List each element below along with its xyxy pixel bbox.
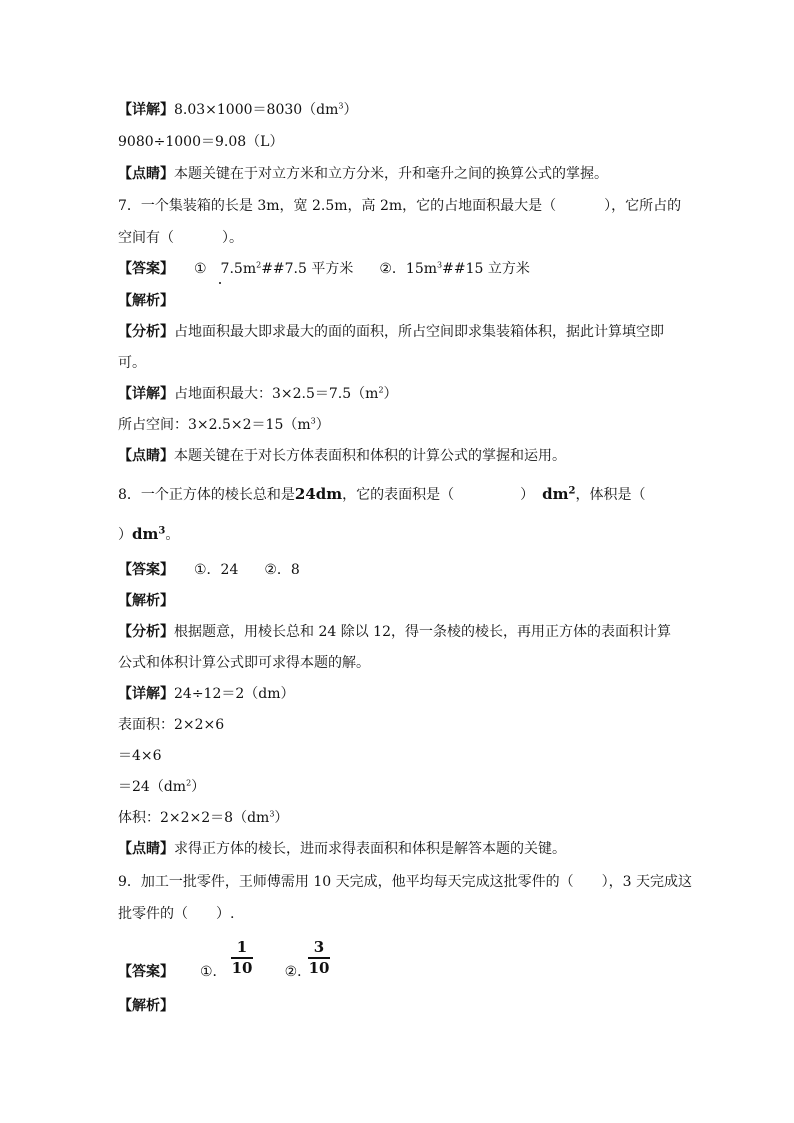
question-text-tail: ）。: [222, 230, 243, 246]
line-text: 可。: [118, 355, 146, 371]
question-9-line-2: [118, 904, 234, 924]
answer-1: ①．: [200, 964, 227, 980]
unit-dm2: dm: [542, 485, 569, 503]
fraction-one-tenth: [231, 939, 253, 977]
answer-2: ②．: [284, 964, 312, 980]
question-text: 8．一个正方体的棱长总和是: [118, 487, 295, 503]
section-tag: 【解析】: [118, 593, 174, 609]
answer-2: ②．15m: [379, 261, 438, 277]
question-text: 。: [165, 527, 180, 543]
line-text: 根据题意，用棱长总和 24 除以 12，得一条棱的棱长，再用正方体的表面积计算: [174, 624, 671, 640]
section-tag: 【详解】: [118, 386, 174, 402]
comment-line: [118, 164, 608, 184]
question-text: ，体积是（: [575, 487, 646, 503]
question-text: 7．一个集装箱的长是 3m，宽 2.5m，高 2m，它的占地面积最大是（: [118, 198, 557, 214]
superscript: 2: [378, 385, 384, 395]
line-text: ＝4×6: [118, 748, 162, 764]
superscript: 2: [568, 485, 576, 497]
line-text: 求得正方体的棱长，进而求得表面积和体积是解答本题的关键。: [174, 841, 566, 857]
fraction-numerator: 1: [236, 938, 248, 956]
unit-dm3: dm: [132, 525, 159, 543]
fraction-denominator: 10: [308, 959, 330, 977]
answer-1-tail: ##7.5 平方米: [261, 261, 354, 277]
line-text: 表面积：2×2×6: [118, 717, 225, 733]
section-tag: 【详解】: [118, 686, 174, 702]
line-text: 公式和体积计算公式即可求得本题的解。: [118, 655, 370, 671]
section-tag: 【点睛】: [118, 166, 174, 182]
line-text-tail: ）: [343, 102, 358, 118]
answer-2-tail: ##15 立方米: [442, 261, 530, 277]
question-text: 9．加工一批零件，王师傅需用 10 天完成，他平均每天完成这批零件的（ ），3 天完成这: [118, 874, 692, 890]
analysis-header: [118, 591, 174, 611]
solution-line: [118, 132, 283, 152]
solution-line: [118, 684, 295, 704]
superscript: 3: [437, 260, 443, 270]
line-text-tail: ）: [191, 779, 206, 795]
answer-line-q8: [118, 560, 300, 580]
superscript: 3: [158, 525, 166, 537]
answer-tag: 【答案】: [118, 562, 174, 578]
superscript: 3: [310, 416, 316, 426]
section-tag: 【解析】: [118, 998, 174, 1014]
question-9-line-1: [118, 872, 692, 892]
solution-line: [118, 808, 288, 828]
question-8-line-1: [118, 484, 646, 505]
line-text: 占地面积最大：3×2.5＝7.5（m: [174, 386, 379, 402]
section-tag: 【解析】: [118, 293, 174, 309]
analysis-line: [118, 322, 664, 342]
question-text-tail: ），它所占的: [604, 198, 682, 214]
line-text: 体积：2×2×2＝8（dm: [118, 810, 270, 826]
solution-line: [118, 777, 205, 797]
line-text: 24÷12＝2（dm）: [174, 686, 295, 702]
question-text: ，它的表面积是（: [342, 487, 455, 503]
section-tag: 【分析】: [118, 324, 174, 340]
line-text: 本题关键在于对长方体表面积和体积的计算公式的掌握和运用。: [174, 448, 566, 464]
question-8-line-2: [118, 524, 179, 545]
fraction-numerator: 3: [313, 938, 325, 956]
edge-total-value: 24dm: [294, 485, 343, 503]
answer-tag: 【答案】: [118, 261, 174, 277]
question-7-line-2: [118, 228, 243, 248]
line-text-tail: ）: [274, 810, 289, 826]
analysis-line: [118, 353, 146, 373]
question-text: 空间有（: [118, 230, 174, 246]
answer-line-q9: [118, 959, 312, 982]
line-text: ＝24（dm: [118, 779, 187, 795]
section-tag: 【点睛】: [118, 448, 174, 464]
solution-line: [118, 746, 162, 766]
question-7-line-1: [118, 196, 681, 216]
line-text: 占地面积最大即求最大的面的面积，所占空间即求集装箱体积，据此计算填空即: [174, 324, 664, 340]
comment-line: [118, 839, 566, 859]
line-text: 9080÷1000＝9.08（L）: [118, 134, 284, 150]
solution-line: [118, 415, 330, 435]
analysis-line: [118, 653, 370, 673]
answer-1: ① 7.5m: [194, 261, 257, 277]
line-text: 本题关键在于对立方米和立方分米，升和毫升之间的换算公式的掌握。: [174, 166, 608, 182]
answer-tag: 【答案】: [118, 964, 174, 980]
line-text-tail: ）: [315, 417, 330, 433]
analysis-header: [118, 996, 174, 1016]
line-text-tail: ）: [383, 386, 398, 402]
emphasis-dot: [219, 282, 221, 284]
answer-1: ①．24: [194, 562, 239, 578]
question-text: ）: [118, 527, 132, 543]
solution-line: [118, 100, 358, 120]
fraction-denominator: 10: [231, 959, 253, 977]
question-text: ）: [520, 487, 535, 503]
analysis-header: [118, 291, 174, 311]
fraction-three-tenths: [308, 939, 330, 977]
superscript: 3: [338, 101, 344, 111]
section-tag: 【分析】: [118, 624, 174, 640]
question-text: 批零件的（ ）.: [118, 906, 235, 922]
superscript: 2: [256, 260, 262, 270]
superscript: 2: [186, 778, 192, 788]
section-tag: 【详解】: [118, 102, 174, 118]
line-text: 8.03×1000＝8030（dm: [174, 102, 339, 118]
superscript: 3: [269, 809, 275, 819]
comment-line: [118, 446, 566, 466]
answer-2: ②．8: [264, 562, 300, 578]
solution-line: [118, 715, 224, 735]
line-text: 所占空间：3×2.5×2＝15（m: [118, 417, 311, 433]
analysis-line: [118, 622, 671, 642]
solution-line: [118, 384, 398, 404]
answer-line-q7: [118, 259, 530, 279]
section-tag: 【点睛】: [118, 841, 174, 857]
